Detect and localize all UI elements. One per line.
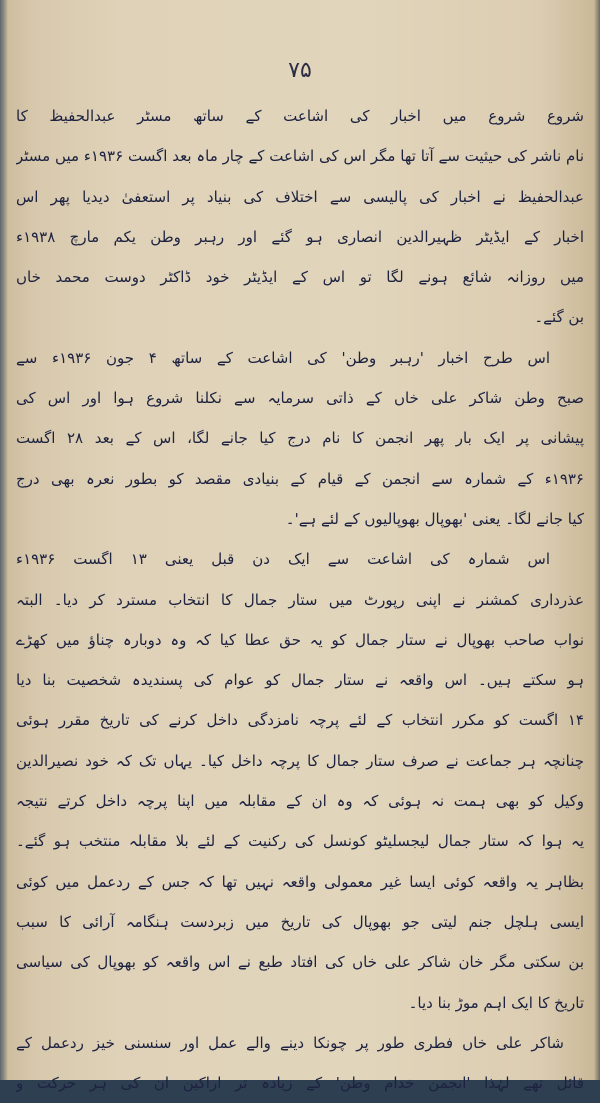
text-line-2: نام ناشر کی حیثیت سے آتا تھا مگر اس کی اشاعت کے چار ماہ بعد اگست ۱۹۳۶ء میں مسٹر [16,147,584,166]
text-line-16: ۱۴ اگست کو مکرر انتخاب کے لئے پرچہ نامزدگی داخل کرنے کی تاریخ مقرر ہوئی [16,711,584,730]
text-line-22: بن سکتی مگر خان شاکر علی خاں کی افتاد طبع نے اس واقعہ کو بھوپال کی سیاسی [16,953,584,972]
text-line-20: بظاہر یہ واقعہ کوئی ایسا غیر معمولی واقعہ نہیں تھا کہ جس کے ردعمل میں کوئی [16,872,584,891]
text-line-21: ایسی ہلچل جنم لیتی جو بھوپال کی تاریخ میں زبردست ہنگامہ آرائی کا سبب [16,912,584,931]
text-line-1: شروع شروع میں اخبار کی اشاعت کے ساتھ مسٹر عبدالحفیظ کا [16,107,584,125]
page-left-edge [0,0,8,1080]
text-line-14: نواب صاحب بھوپال نے ستار جمال کو یہ حق عطا کیا کہ وہ دوبارہ چناؤ میں کھڑے [16,630,584,649]
text-line-8: صبح وطن شاکر علی خاں کے ذاتی سرمایہ سے نکلنا شروع ہوا اور اس کی [16,389,584,408]
text-line-18: وکیل کو بھی ہمت نہ ہوئی کہ وہ ان کے مقابلہ میں اپنا پرچہ داخل کرتے نتیجہ [16,792,584,811]
text-line-5: میں روزانہ شائع ہونے لگا تو اس کے ایڈیٹر خود ڈاکٹر دوست محمد خاں [16,268,584,287]
text-line-23: تاریخ کا ایک اہم موڑ بنا دیا۔ [408,993,584,1012]
text-line-7: اس طرح اخبار 'رہبر وطن' کی اشاعت کے ساتھ ۴ جون ۱۹۳۶ء سے [16,348,551,367]
text-line-11: کیا جانے لگا۔ یعنی 'بھوپال بھوپالیوں کے لئے ہے'۔ [285,509,584,528]
text-line-12: اس شمارہ کی اشاعت سے ایک دن قبل یعنی ۱۳ اگست ۱۹۳۶ء [16,550,550,569]
text-line-13: عذرداری کمشنر نے اپنی رپورٹ میں ستار جمال کا انتخاب مسترد کر دیا۔ البتہ [16,590,584,609]
text-line-24: شاکر علی خاں فطری طور پر چونکا دینے والے عمل اور سنسنی خیز ردعمل کے [16,1033,564,1052]
text-line-15: ہو سکتے ہیں۔ اس واقعہ نے ستار جمال کو عوام کی پسندیدہ شخصیت بنا دیا [16,671,584,690]
text-line-10: ۱۹۳۶ء کے شمارہ سے انجمن کے قیام کے بنیادی مقصد کو بطور نعرہ بھی درج [16,469,584,488]
text-line-19: یہ ہوا کہ ستار جمال لیجسلیٹو کونسل کی رکنیت کے لئے بلا مقابلہ منتخب ہو گئے۔ [16,832,584,851]
page-right-edge [594,0,600,1080]
text-line-3: عبدالحفیظ نے اخبار کی پالیسی سے اختلاف کی بنیاد پر استعفیٰ دیدیا پھر اس [16,187,584,206]
page-text [16,96,584,1103]
text-line-9: پیشانی پر ایک بار پھر انجمن کا نام درج کیا جانے لگا، اس کے بعد ۲۸ اگست [16,429,584,448]
text-line-25: قائل تھے لہٰذا 'انجمن خدام وطن' کے زیادہ تر اراکین ان کی ہر حرکت و [16,1074,584,1093]
text-line-6: بن گئے۔ [534,308,584,327]
page-number: ۷۵ [288,58,312,83]
text-line-17: چنانچہ ہر جماعت نے صرف ستار جمال کا پرچہ داخل کیا۔ یہاں تک کہ خود نصیرالدین [16,751,584,770]
text-line-4: اخبار کے ایڈیٹر ظہیرالدین انصاری ہو گئے اور رہبر وطن یکم مارچ ۱۹۳۸ء [16,227,584,246]
